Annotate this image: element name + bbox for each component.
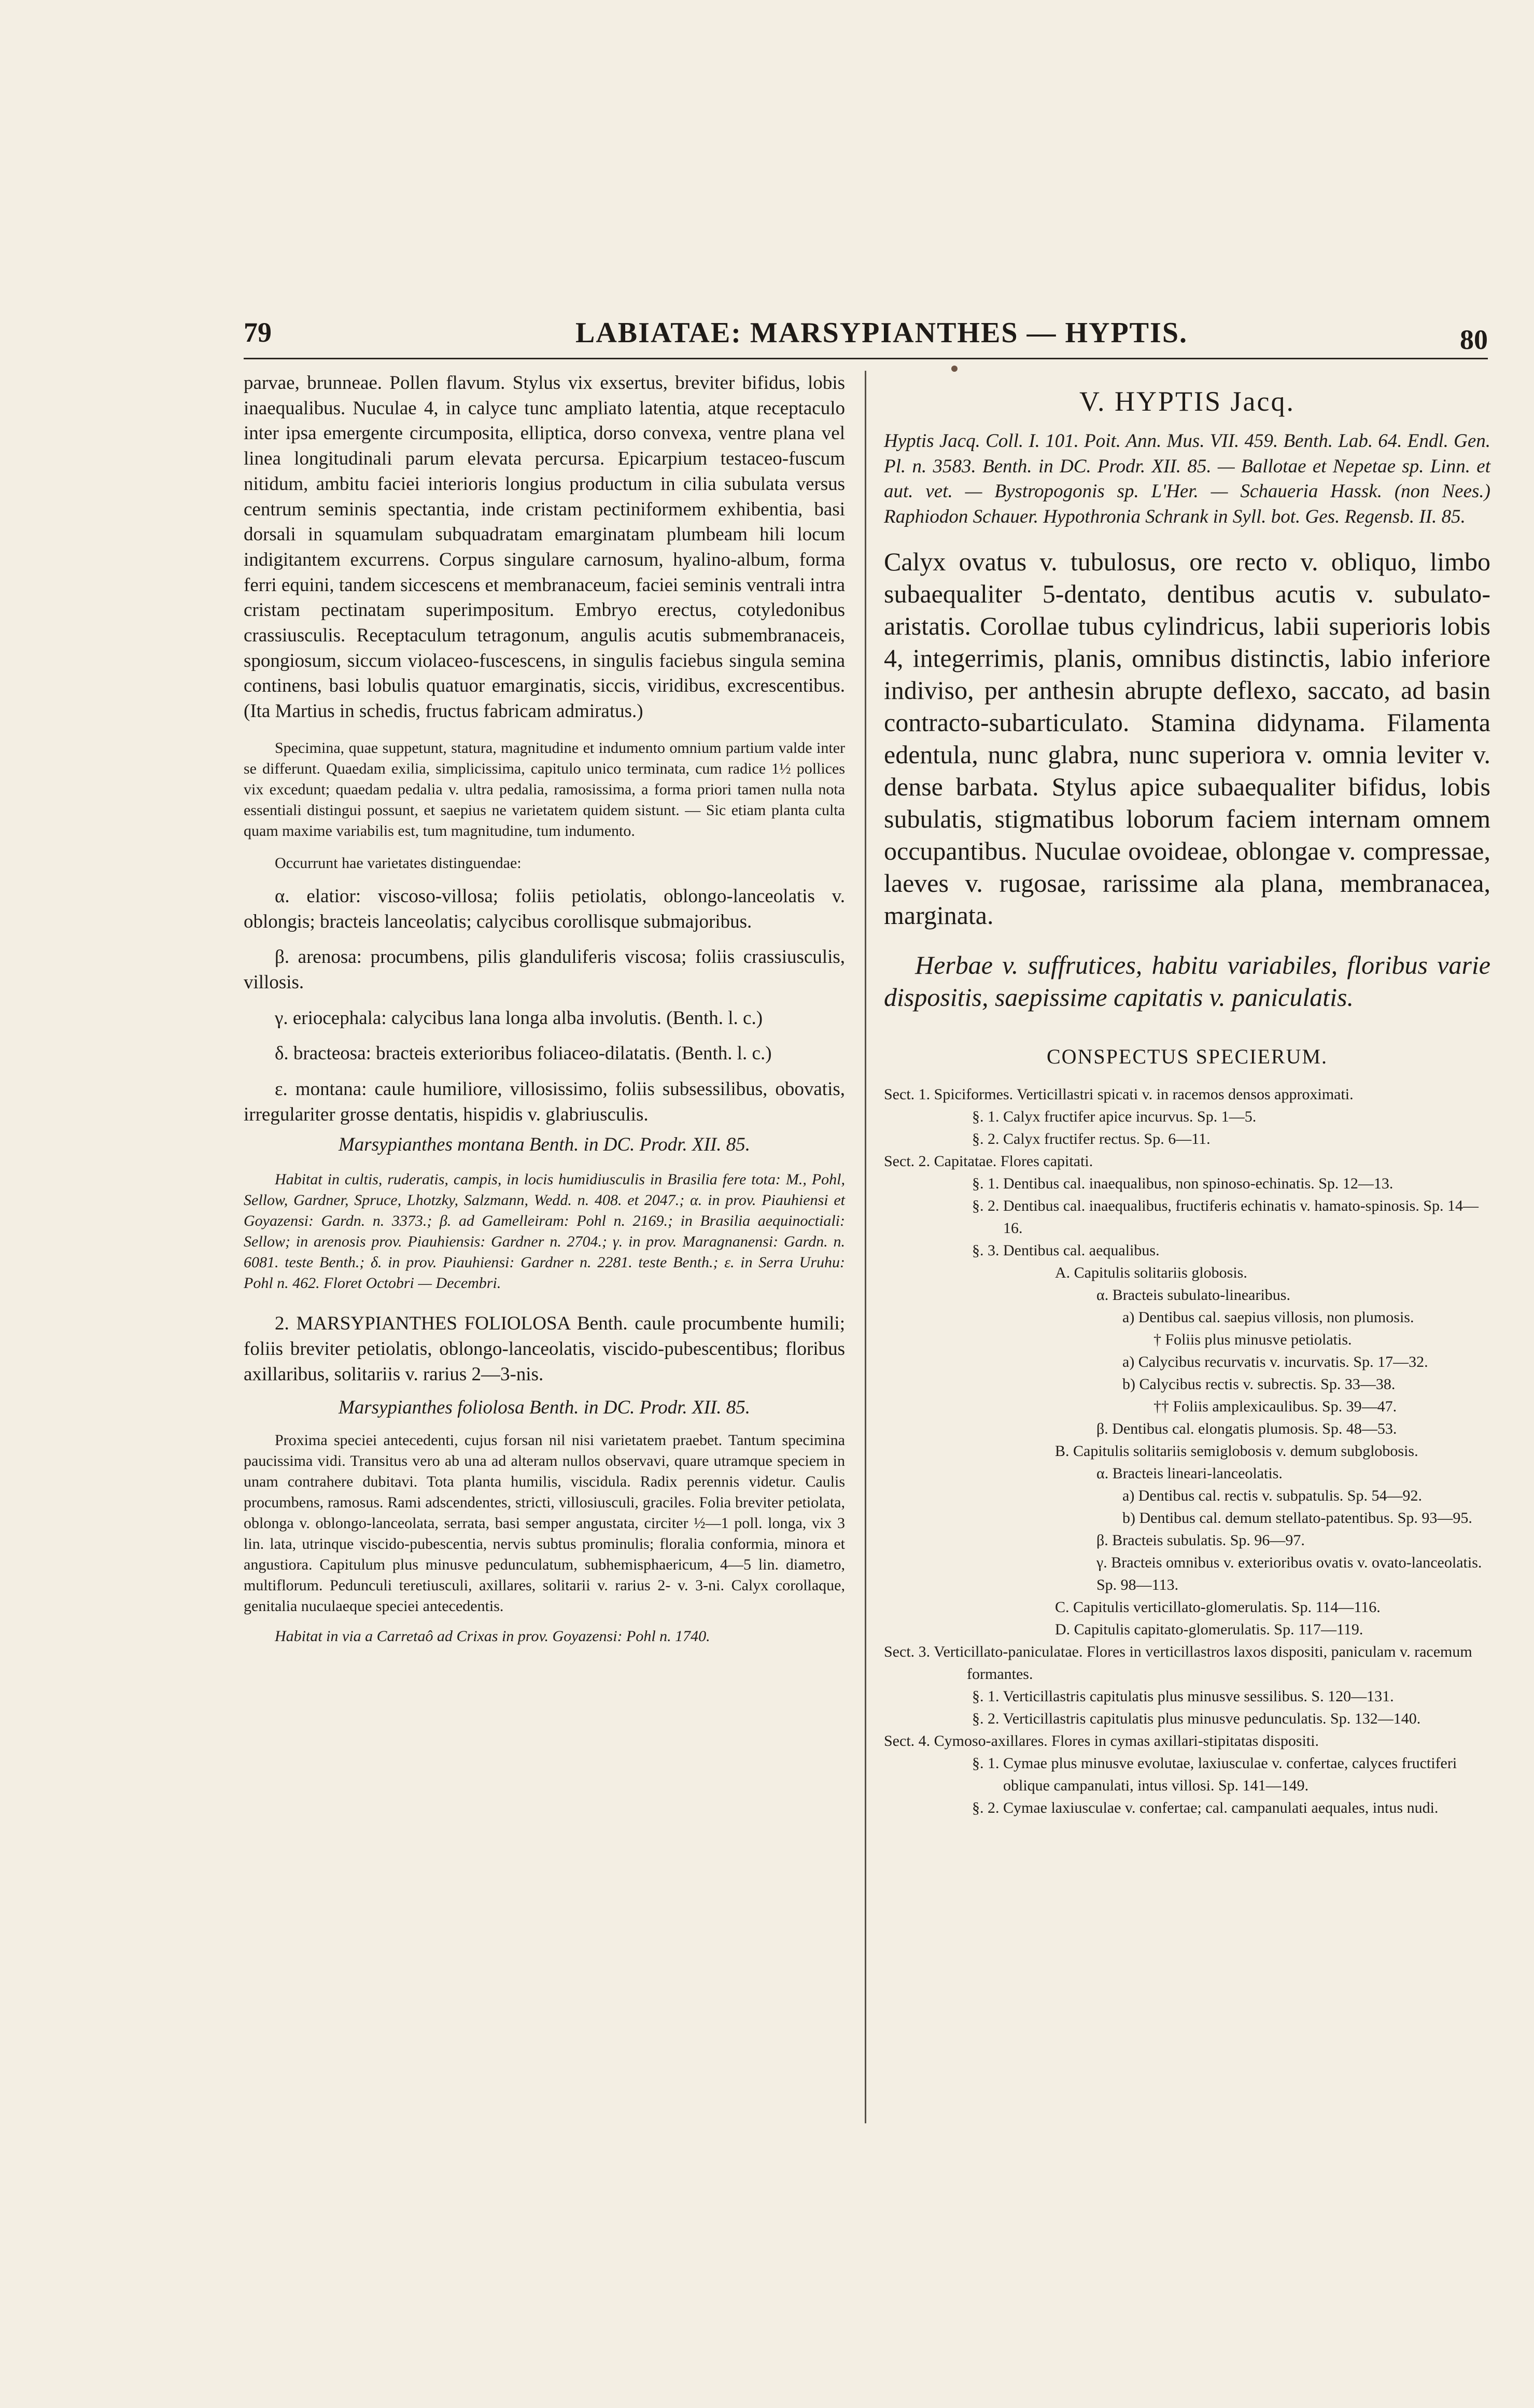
habitat-1: Habitat in cultis, ruderatis, campis, in locis humidiusculis in Brasilia fere tota: M., Pohl, Sellow, Gardner, Spruce, Lhotzky, Salzmann, Wedd. n. 408. et 2047.; α. in prov. Piauhiensi et Goyazensi: Gardn. n. 3373.; β. ad Gamelleiram: Pohl n. 2169.; in Brasilia aequinoctiali: Sellow; in arenosis prov. Piauhiensis: Gardner n. 2704.; γ. in prov. Maragnanensi: Gardn. n. 6081. teste Benth.; δ. in prov. Piauhiensi: Gardner n. 2281. teste Benth.; ε. in Serra Uruhu: Pohl n. 462. Floret Octobri — Decembri. bbox=[244, 1171, 845, 1292]
column-divider bbox=[865, 371, 866, 2123]
variety-alpha: α. elatior: viscoso-villosa; foliis petiolatis, oblongo-lanceolatis v. oblongis; bracteis lanceolatis; calycibus corollisque submajoribus. bbox=[244, 885, 845, 932]
genus-title: V. HYPTIS Jacq. bbox=[1079, 386, 1295, 417]
genus-description: Calyx ovatus v. tubulosus, ore recto v. obliquo, limbo subaequaliter 5-dentato, dentibus acutis v. subulato-aristatis. Corollae tubus cylindricus, labii superioris lobis 4, integerrimis, planis, omnibus distinctis, labio inferiore indiviso, per anthesin abrupte deflexo, saccato, ad basin contracto-subarticulato. Stamina didynama. Filamenta edentula, nunc glabra, nunc superiora v. omnia leviter v. dense barbata. Stylus apice subaequaliter bifidus, lobis subulatis, stigmatibus loborum faciem internam omnem occupantibus. Nuculae ovoideae, oblongae v. compressae, laeves v. rugosae, rarissime ala plana, membranacea, marginata. bbox=[884, 547, 1490, 930]
conspectus-entry: §. 2. Dentibus cal. inaequalibus, fructiferis echinatis v. hamato-spinosis. Sp. 14—16. bbox=[972, 1197, 1479, 1237]
synonym-foliolosa: Marsypianthes foliolosa Benth. in DC. Prodr. XII. 85. bbox=[338, 1397, 751, 1419]
variety-epsilon: ε. montana: caule humiliore, villosissimo, foliis subsessilibus, obovatis, irregulariter grosse dentatis, hispidis v. glabriusculis. bbox=[244, 1079, 845, 1125]
description-continued: parvae, brunneae. Pollen flavum. Stylus vix exsertus, breviter bifidus, lobis inaequalibus. Nuculae 4, in calyce tunc ampliato latentia, atque receptaculo inter ipsa emergente circumposita, ellipticа, dorso convexa, ventre plana vel linea longitudinali parum elevata percursa. Epicarpium testaceo-fuscum nitidum, ambitu faciei interioris longius productum in cilia subulata versus centrum seminis spectantia, inde cristam pectiniformem exhibentia, basi dorsali in squamulam subquadratam emarginatam plumbeam hili locum indigitantem excurrens. Corpus singulare carnosum, hyalino-album, forma ferri equini, tandem siccescens et membranaceum, faciei seminis ventrali intra cristam pectinatam superimpositum. Embryo erectus, cotyledonibus crassiusculis. Receptaculum tetragonum, angulis acutis submembranaceis, spongiosum, siccum violaceo-fuscescens, in singulis faciebus singula semina continens, basi lobulis quatuor emarginatis, siccis, viridibus, excrescentibus. (Ita Martius in schedis, fructus fabricam admiratus.) bbox=[244, 372, 845, 722]
conspectus-entry: B. Capitulis solitariis semiglobosis v. demum subglobosis. bbox=[1055, 1442, 1418, 1460]
habitat-2: Habitat in via a Carretaô ad Crixas in prov. Goyazensi: Pohl n. 1740. bbox=[275, 1627, 710, 1645]
conspectus-entry: A. Capitulis solitariis globosis. bbox=[1055, 1264, 1247, 1281]
genus-synonyms: Hyptis Jacq. Coll. I. 101. Poit. Ann. Mus. VII. 459. Benth. Lab. 64. Endl. Gen. Pl. n. 3583. Benth. in DC. Prodr. XII. 85. — Ballotae et Nepetae sp. Linn. et aut. vet. — Bystropogonis sp. L'Her. — Schaueria Hassk. (non Nees.) Raphiodon Schauer. Hypothronia Schrank in Syll. bot. Ges. Regensb. II. 85. bbox=[884, 430, 1490, 528]
conspectus-entry: Sect. 4. Cymoso-axillares. Flores in cymas axillari-stipitatas dispositi. bbox=[884, 1732, 1319, 1749]
variety-beta: β. arenosa: procumbens, pilis glanduliferis viscosa; foliis crassiusculis, villosis. bbox=[244, 946, 845, 993]
conspectus-entry: Sect. 2. Capitatae. Flores capitati. bbox=[884, 1152, 1093, 1170]
conspectus-entry: α. Bracteis subulato-linearibus. bbox=[1096, 1286, 1290, 1304]
variety-gamma: γ. eriocephala: calycibus lana longa alba involutis. (Benth. l. c.) bbox=[275, 1007, 763, 1029]
conspectus-entry: α. Bracteis lineari-lanceolatis. bbox=[1096, 1464, 1283, 1482]
conspectus-entry: Sect. 1. Spiciformes. Verticillastri spicati v. in racemos densos approximati. bbox=[884, 1085, 1354, 1103]
conspectus-entry: §. 2. Calyx fructifer rectus. Sp. 6—11. bbox=[972, 1130, 1211, 1147]
conspectus-entry: Sect. 3. Verticillato-paniculatae. Flores in verticillastros laxos dispositi, paniculam v. racemum formantes. bbox=[884, 1643, 1472, 1683]
variety-delta: δ. bracteosa: bracteis exterioribus foliaceo-dilatatis. (Benth. l. c.) bbox=[275, 1043, 772, 1065]
species-2-heading: 2. MARSYPIANTHES FOLIOLOSA Benth. caule procumbente humili; foliis breviter petiolatis, oblongo-lanceolatis, viscido-pubescentibus; floribus axillaribus, solitariis v. rarius 2—3-nis. bbox=[244, 1313, 845, 1385]
conspectus-entry: §. 1. Dentibus cal. inaequalibus, non spinoso-echinatis. Sp. 12—13. bbox=[972, 1174, 1394, 1192]
conspectus-entry: †† Foliis amplexicaulibus. Sp. 39—47. bbox=[1153, 1397, 1397, 1415]
conspectus-entry: §. 2. Verticillastris capitulatis plus minusve pedunculatis. Sp. 132—140. bbox=[972, 1710, 1421, 1727]
left-column bbox=[244, 371, 845, 1647]
conspectus-entry: D. Capitulis capitato-glomerulatis. Sp. 117—119. bbox=[1055, 1620, 1363, 1638]
conspectus-list bbox=[884, 1083, 1490, 1819]
note-specimina: Specimina, quae suppetunt, statura, magnitudine et indumento omnium partium valde inter se differunt. Quaedam exilia, simplicissima, capitulo unico terminata, cum radice 1½ pollices vix excedunt; quaedam pedalia v. ultra pedalia, ramosissima, a forma priori tamen nulla nota essentiali distingui possunt, et saepius ne varietatem quidem sistunt. — Sic etiam planta culta quam maxime variabilis est, tum magnitudine, tum indumento. bbox=[244, 739, 845, 839]
genus-habit: Herbae v. suffrutices, habitu variabiles, floribus varie dispositis, saepissime capitatis v. paniculatis. bbox=[884, 950, 1490, 1012]
conspectus-entry: §. 2. Cymae laxiusculae v. confertae; cal. campanulati aequales, intus nudi. bbox=[972, 1799, 1439, 1816]
conspectus-entry: a) Dentibus cal. rectis v. subpatulis. Sp. 54—92. bbox=[1122, 1487, 1422, 1504]
right-column bbox=[884, 371, 1490, 1819]
note-proxima: Proxima speciei antecedenti, cujus forsan nil nisi varietatem praebet. Tantum specimina paucissima vidi. Transitus vero ab una ad alteram nullos observavi, quare utramque speciem in unam contrahere dubitavi. Tota planta humilis, viscidula. Radix perennis videtur. Caulis procumbens, ramosus. Rami adscendentes, stricti, villosiusculi, graciles. Folia breviter petiolata, oblonga v. oblongo-lanceolata, serrata, basi semper angustata, circiter ½—1 poll. longa, vix 3 lin. lata, utrinque viscido-pubescentia, nervis subtus prominulis; floralia conformia, minora et angustiora. Capitulum plus minusve pedunculatum, subhemisphaericum, 4—5 lin. diametro, multiflorum. Pedunculi teretiusculi, axillares, solitarii v. rarius 2- v. 3-ni. Calyx corollaque, genitalia nuculaeque speciei antecedentis. bbox=[244, 1431, 845, 1615]
conspectus-entry: §. 1. Verticillastris capitulatis plus minusve sessilibus. S. 120—131. bbox=[972, 1687, 1394, 1705]
running-header bbox=[244, 311, 1488, 358]
page-number-right: 80 bbox=[1460, 324, 1488, 355]
conspectus-entry: β. Bracteis subulatis. Sp. 96—97. bbox=[1096, 1531, 1305, 1549]
synonym-montana: Marsypianthes montana Benth. in DC. Prodr. XII. 85. bbox=[338, 1134, 751, 1156]
page-number-left: 79 bbox=[244, 317, 272, 348]
conspectus-entry: §. 1. Cymae plus minusve evolutae, laxiusculae v. confertae, calyces fructiferi oblique campanulati, intus villosi. Sp. 141—149. bbox=[972, 1754, 1457, 1794]
conspectus-entry: γ. Bracteis omnibus v. exterioribus ovatis v. ovato-lanceolatis. Sp. 98—113. bbox=[1096, 1553, 1482, 1593]
conspectus-entry: a) Dentibus cal. saepius villosis, non plumosis. bbox=[1122, 1308, 1414, 1326]
conspectus-entry: † Foliis plus minusve petiolatis. bbox=[1153, 1331, 1352, 1348]
conspectus-entry: §. 1. Calyx fructifer apice incurvus. Sp. 1—5. bbox=[972, 1108, 1257, 1125]
header-rule bbox=[244, 358, 1488, 359]
conspectus-entry: b) Dentibus cal. demum stellato-patentibus. Sp. 93—95. bbox=[1122, 1509, 1472, 1527]
conspectus-entry: C. Capitulis verticillato-glomerulatis. Sp. 114—116. bbox=[1055, 1598, 1381, 1616]
conspectus-entry: §. 3. Dentibus cal. aequalibus. bbox=[972, 1241, 1160, 1259]
conspectus-entry: b) Calycibus rectis v. subrectis. Sp. 33—38. bbox=[1122, 1375, 1396, 1393]
conspectus-entry: a) Calycibus recurvatis v. incurvatis. Sp. 17—32. bbox=[1122, 1353, 1428, 1370]
conspectus-title: CONSPECTUS SPECIERUM. bbox=[1046, 1044, 1328, 1068]
running-title: LABIATAE: MARSYPIANTHES — HYPTIS. bbox=[575, 317, 1188, 349]
varieties-intro: Occurrunt hae varietates distinguendae: bbox=[275, 854, 522, 872]
conspectus-entry: β. Dentibus cal. elongatis plumosis. Sp. 48—53. bbox=[1096, 1420, 1397, 1437]
